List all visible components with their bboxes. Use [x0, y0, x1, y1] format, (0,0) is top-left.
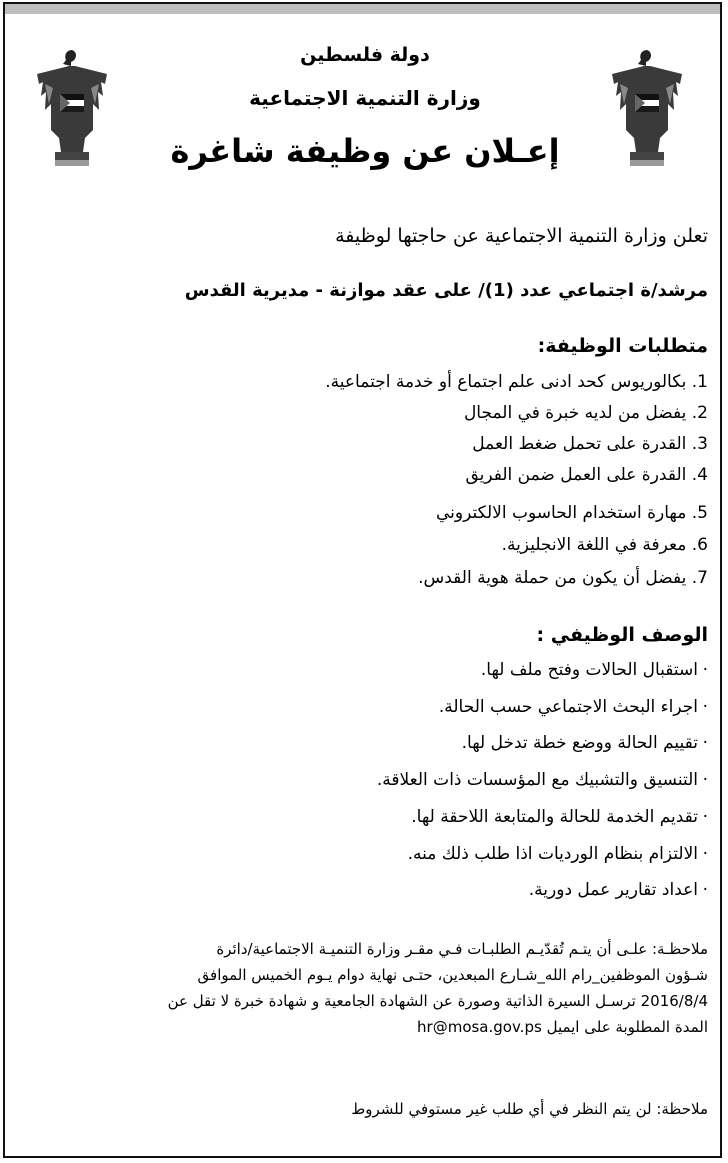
- intro-text: تعلن وزارة التنمية الاجتماعية عن حاجتها لوظيفة: [335, 225, 708, 247]
- ministry-name: وزارة التنمية الاجتماعية: [249, 86, 481, 110]
- email-link[interactable]: hr@mosa.gov.ps: [417, 1018, 542, 1036]
- announcement-title: إعـلان عن وظيفة شاغرة: [170, 132, 560, 170]
- note-line: 2016/8/4 ترسـل السيرة الذاتية وصورة عن الشهادة الجامعية و شهادة خبرة لا تقل عن: [167, 992, 708, 1010]
- state-name: دولة فلسطين: [300, 44, 430, 66]
- note-line: شـؤون الموظفين_رام الله_شـارع المبعدين، حتـى نهاية دوام يـوم الخميس الموافق: [197, 966, 708, 984]
- description-item: ·التنسيق والتشبيك مع المؤسسات ذات العلاقة.: [376, 770, 708, 790]
- palestine-emblem-icon-left: [33, 44, 111, 170]
- conditions-note: ملاحظة: لن يتم النظر في أي طلب غير مستوفي للشروط: [351, 1100, 708, 1118]
- bullet-icon: ·: [702, 733, 708, 753]
- requirement-item: 5. مهارة استخدام الحاسوب الالكتروني: [435, 503, 708, 523]
- description-item: ·استقبال الحالات وفتح ملف لها.: [480, 660, 708, 680]
- requirement-item: 2. يفضل من لديه خبرة في المجال: [463, 403, 708, 423]
- note-line: ملاحظـة: علـى أن يتـم تُقدّيـم الطلبـات فـي مقـر وزارة التنميـة الاجتماعية/دائرة: [216, 940, 708, 958]
- description-item: ·الالتزام بنظام الورديات اذا طلب ذلك منه.: [407, 844, 708, 864]
- requirement-item: 3. القدرة على تحمل ضغط العمل: [472, 434, 708, 454]
- description-item: ·تقديم الخدمة للحالة والمتابعة اللاحقة لها.: [411, 807, 708, 827]
- requirement-item: 4. القدرة على العمل ضمن الفريق: [465, 465, 708, 485]
- requirement-item: 7. يفضل أن يكون من حملة هوية القدس.: [418, 568, 708, 588]
- bullet-icon: ·: [702, 660, 708, 680]
- bullet-icon: ·: [702, 844, 708, 864]
- requirements-heading: متطلبات الوظيفة:: [537, 335, 708, 357]
- note-line: المدة المطلوبة على ايميل hr@mosa.gov.ps: [417, 1018, 708, 1036]
- bullet-icon: ·: [702, 770, 708, 790]
- palestine-emblem-icon-right: [608, 44, 686, 170]
- bullet-icon: ·: [702, 880, 708, 900]
- top-band: [5, 4, 720, 14]
- bullet-icon: ·: [702, 697, 708, 717]
- description-item: ·اجراء البحث الاجتماعي حسب الحالة.: [438, 697, 708, 717]
- bullet-icon: ·: [702, 807, 708, 827]
- requirement-item: 1. بكالوريوس كحد ادنى علم اجتماع أو خدمة اجتماعية.: [325, 372, 708, 392]
- description-item: ·تقييم الحالة ووضع خطة تدخل لها.: [461, 733, 708, 753]
- job-title: مرشد/ة اجتماعي عدد (1)/ على عقد موازنة - مديرية القدس: [184, 280, 708, 301]
- requirement-item: 6. معرفة في اللغة الانجليزية.: [501, 535, 708, 555]
- description-heading: الوصف الوظيفي :: [536, 624, 708, 646]
- description-item: ·اعداد تقارير عمل دورية.: [528, 880, 708, 900]
